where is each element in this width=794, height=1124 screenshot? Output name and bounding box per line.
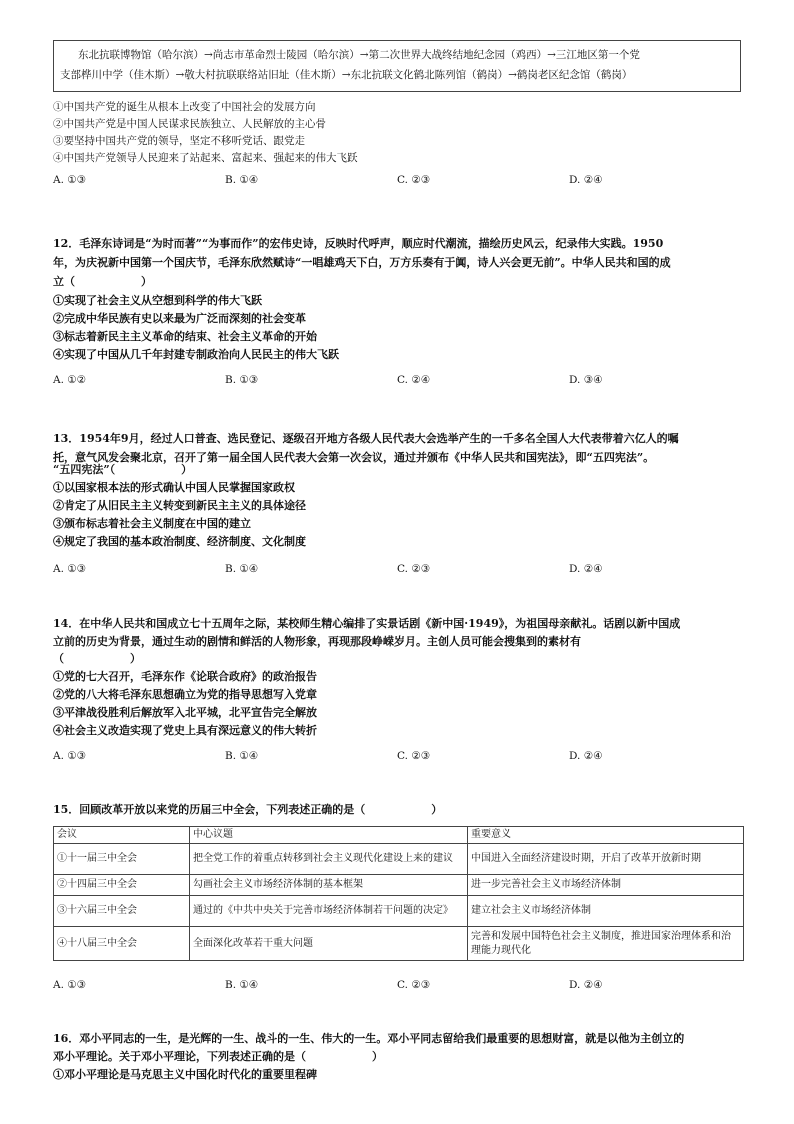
q14-option-c[interactable]: C. ②③ <box>397 750 431 762</box>
q12-stem-line-2: 年，为庆祝新中国第一个国庆节，毛泽东欣然赋诗“一唱雄鸡天下白，万方乐奏有于阗，诗人兴会更无前”。中华人民共和国的成 <box>53 256 671 269</box>
q12-stem-line-1: 12．毛泽东诗词是“为时而著”“为事而作”的宏伟史诗，反映时代呼声，顺应时代潮流，描绘历史风云，纪录伟大实践。1950 <box>53 237 664 250</box>
q11-option-b[interactable]: B. ①④ <box>225 174 259 186</box>
route-line-2: 支部桦川中学（佳木斯）→敬大村抗联联络站旧址（佳木斯）→东北抗联文化鹤北陈列馆（鹤岗）→鹤岗老区纪念馆（鹤岗） <box>60 69 633 81</box>
q13-statement-1: ①以国家根本法的形式确认中国人民掌握国家政权 <box>53 481 295 494</box>
q12-statement-2: ②完成中华民族有史以来最为广泛而深刻的社会变革 <box>53 312 306 325</box>
q15-stem: 15．回顾改革开放以来党的历届三中全会，下列表述正确的是（ ） <box>53 803 443 816</box>
q14-statement-1: ①党的七大召开，毛泽东作《论联合政府》的政治报告 <box>53 670 317 683</box>
q12-option-a[interactable]: A. ①② <box>53 374 87 386</box>
q14-option-a[interactable]: A. ①③ <box>53 750 87 762</box>
q11-option-a[interactable]: A. ①③ <box>53 174 87 186</box>
q11-statement-3: ③要坚持中国共产党的领导，坚定不移听党话、跟党走 <box>53 135 305 147</box>
header-significance: 重要意义 <box>468 827 744 844</box>
q14-stem-line-1: 14．在中华人民共和国成立七十五周年之际，某校师生精心编排了实景话剧《新中国·1949》，为祖国母亲献礼。话剧以新中国成 <box>53 617 681 630</box>
table-cell: ②十四届三中全会 <box>54 875 190 896</box>
q12-option-b[interactable]: B. ①③ <box>225 374 259 386</box>
q12-statement-3: ③标志着新民主主义革命的结束、社会主义革命的开始 <box>53 330 317 343</box>
q14-stem-line-3: （ ） <box>53 652 141 665</box>
q13-option-b[interactable]: B. ①④ <box>225 563 259 575</box>
table-cell: 进一步完善社会主义市场经济体制 <box>468 875 744 896</box>
q13-statement-4: ④规定了我国的基本政治制度、经济制度、文化制度 <box>53 535 306 548</box>
q13-option-a[interactable]: A. ①③ <box>53 563 87 575</box>
q15-option-b[interactable]: B. ①④ <box>225 979 259 991</box>
q11-options <box>53 172 743 188</box>
route-box <box>53 40 741 92</box>
q16-stem-line-2: 邓小平理论。关于邓小平理论，下列表述正确的是（ ） <box>53 1050 383 1063</box>
q15-option-a[interactable]: A. ①③ <box>53 979 87 991</box>
q16-stem-line-1: 16．邓小平同志的一生，是光辉的一生、战斗的一生、伟大的一生。邓小平同志留给我们最重要的思想财富，就是以他为主创立的 <box>53 1032 685 1045</box>
table-cell: ①十一届三中全会 <box>54 844 190 875</box>
q14-statement-4: ④社会主义改造实现了党史上具有深远意义的伟大转折 <box>53 724 317 737</box>
header-topic: 中心议题 <box>190 827 468 844</box>
q12-stem-line-3: 立（ ） <box>53 275 152 288</box>
q12-statement-4: ④实现了中国从几千年封建专制政治向人民民主的伟大飞跃 <box>53 348 339 361</box>
q14-statement-2: ②党的八大将毛泽东思想确立为党的指导思想写入党章 <box>53 688 317 701</box>
q13-stem-line-2: 托，意气风发会聚北京，召开了第一届全国人民代表大会第一次会议，通过并颁布《中华人民共和国宪法》，即“五四宪法”。 <box>53 451 655 464</box>
table-row <box>54 927 744 961</box>
route-line-1: 东北抗联博物馆（哈尔滨）→尚志市革命烈士陵园（哈尔滨）→第二次世界大战终结地纪念园（鸡西）→三江地区第一个党 <box>78 49 640 61</box>
q12-statement-1: ①实现了社会主义从空想到科学的伟大飞跃 <box>53 294 262 307</box>
q15-options <box>53 977 743 993</box>
table-cell: 把全党工作的着重点转移到社会主义现代化建设上来的建议 <box>190 844 468 875</box>
q13-stem-line-3: “五四宪法”（ ） <box>53 463 193 476</box>
header-meeting: 会议 <box>54 827 190 844</box>
q11-statement-2: ②中国共产党是中国人民谋求民族独立、人民解放的主心骨 <box>53 118 326 130</box>
q12-option-c[interactable]: C. ②④ <box>397 374 431 386</box>
q13-statement-3: ③颁布标志着社会主义制度在中国的建立 <box>53 517 251 530</box>
table-cell: ③十六届三中全会 <box>54 896 190 927</box>
q14-statement-3: ③平津战役胜利后解放军入北平城，北平宣告完全解放 <box>53 706 317 719</box>
q11-option-c[interactable]: C. ②③ <box>397 174 431 186</box>
q15-option-d[interactable]: D. ②④ <box>569 979 603 991</box>
q11-statement-4: ④中国共产党领导人民迎来了站起来、富起来、强起来的伟大飞跃 <box>53 152 358 164</box>
q14-options <box>53 748 743 764</box>
q11-statement-1: ①中国共产党的诞生从根本上改变了中国社会的发展方向 <box>53 101 316 113</box>
table-cell: 勾画社会主义市场经济体制的基本框架 <box>190 875 468 896</box>
table-row <box>54 844 744 875</box>
table-cell: 中国进入全面经济建设时期，开启了改革开放新时期 <box>468 844 744 875</box>
table-cell: 完善和发展中国特色社会主义制度，推进国家治理体系和治理能力现代化 <box>468 927 744 961</box>
q12-option-d[interactable]: D. ③④ <box>569 374 603 386</box>
q14-option-d[interactable]: D. ②④ <box>569 750 603 762</box>
q14-stem-line-2: 立前的历史为背景，通过生动的剧情和鲜活的人物形象，再现那段峥嵘岁月。主创人员可能会搜集到的素材有 <box>53 635 581 648</box>
q13-options <box>53 561 743 577</box>
table-cell: 建立社会主义市场经济体制 <box>468 896 744 927</box>
table-cell: 通过的《中共中央关于完善市场经济体制若干问题的决定》 <box>190 896 468 927</box>
table-cell: ④十八届三中全会 <box>54 927 190 961</box>
q13-option-c[interactable]: C. ②③ <box>397 563 431 575</box>
q15-option-c[interactable]: C. ②③ <box>397 979 431 991</box>
table-cell: 全面深化改革若干重大问题 <box>190 927 468 961</box>
q13-stem-line-1: 13．1954年9月，经过人口普查、选民登记、逐级召开地方各级人民代表大会选举产生的一千多名全国人大代表带着六亿人的嘱 <box>53 432 679 445</box>
table-header-row <box>54 827 744 844</box>
q16-statement-1: ①邓小平理论是马克思主义中国化时代化的重要里程碑 <box>53 1068 317 1081</box>
q12-options <box>53 372 743 388</box>
q14-option-b[interactable]: B. ①④ <box>225 750 259 762</box>
q13-option-d[interactable]: D. ②④ <box>569 563 603 575</box>
q13-statement-2: ②肯定了从旧民主主义转变到新民主主义的具体途径 <box>53 499 306 512</box>
q15-table <box>53 826 744 961</box>
q11-option-d[interactable]: D. ②④ <box>569 174 603 186</box>
table-row <box>54 896 744 927</box>
table-row <box>54 875 744 896</box>
